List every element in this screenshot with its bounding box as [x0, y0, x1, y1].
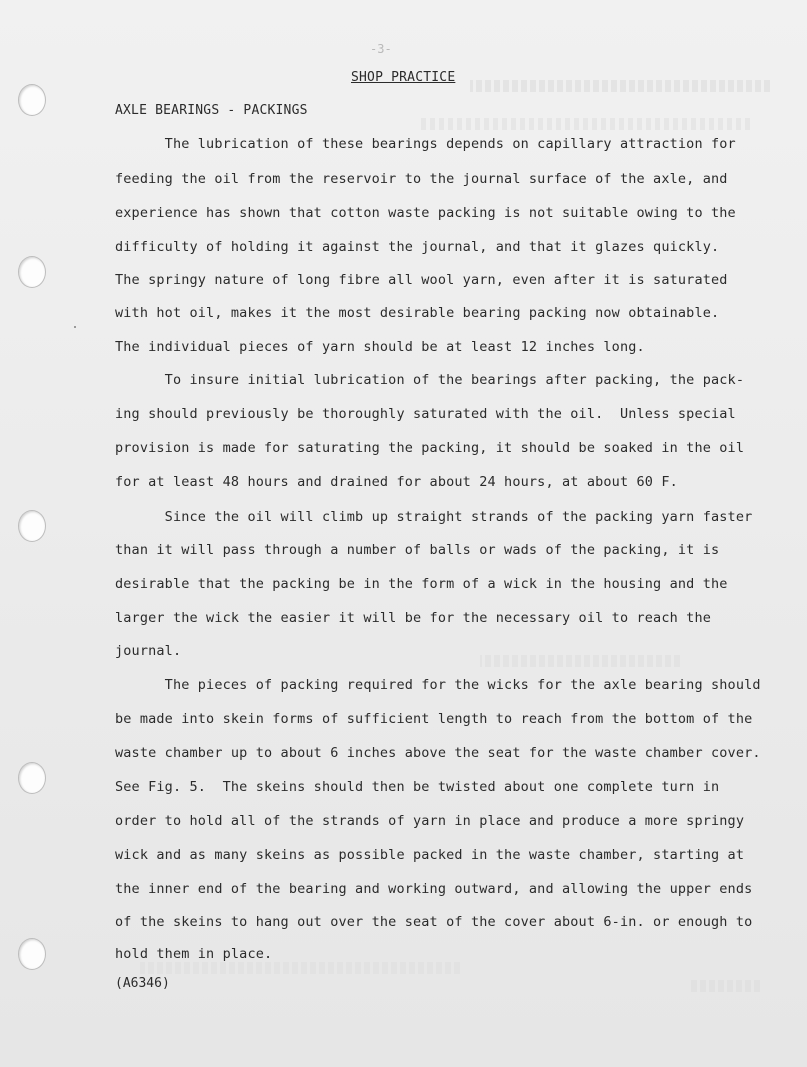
text-line: waste chamber up to about 6 inches above the seat for the waste chamber cover. [115, 745, 761, 761]
show-through-bleed [420, 118, 750, 130]
show-through-bleed [140, 962, 460, 974]
text-line: be made into skein forms of sufficient length to reach from the bottom of the [115, 711, 753, 727]
punch-hole [18, 938, 46, 970]
text-line: with hot oil, makes it the most desirable bearing packing now obtainable. [115, 305, 720, 321]
section-heading: AXLE BEARINGS - PACKINGS [115, 103, 308, 118]
text-line: larger the wick the easier it will be for the necessary oil to reach the [115, 610, 711, 626]
text-line: journal. [115, 643, 182, 659]
text-line: wick and as many skeins as possible packed in the waste chamber, starting at [115, 847, 745, 863]
show-through-bleed [480, 655, 680, 667]
text-line: feeding the oil from the reservoir to the journal surface of the axle, and [115, 171, 728, 187]
text-line: Since the oil will climb up straight strands of the packing yarn faster [115, 509, 753, 525]
text-line: See Fig. 5. The skeins should then be twisted about one complete turn in [115, 779, 720, 795]
text-line: The individual pieces of yarn should be at least 12 inches long. [115, 339, 645, 355]
reference-code: (A6346) [115, 976, 170, 991]
text-line: The lubrication of these bearings depends on capillary attraction for [115, 136, 736, 152]
punch-hole [18, 762, 46, 794]
stray-mark [74, 326, 76, 328]
punch-hole [18, 510, 46, 542]
text-line: The pieces of packing required for the wicks for the axle bearing should [115, 677, 761, 693]
document-title: SHOP PRACTICE [351, 70, 456, 85]
text-line: ing should previously be thoroughly saturated with the oil. Unless special [115, 406, 736, 422]
text-line: for at least 48 hours and drained for about 24 hours, at about 60 F. [115, 474, 678, 490]
text-line: the inner end of the bearing and working outward, and allowing the upper ends [115, 881, 753, 897]
text-line: desirable that the packing be in the form of a wick in the housing and the [115, 576, 728, 592]
show-through-bleed [690, 980, 760, 992]
text-line: experience has shown that cotton waste packing is not suitable owing to the [115, 205, 736, 221]
text-line: difficulty of holding it against the journal, and that it glazes quickly. [115, 239, 720, 255]
show-through-bleed [470, 80, 770, 92]
text-line: The springy nature of long fibre all wool yarn, even after it is saturated [115, 272, 728, 288]
text-line: than it will pass through a number of balls or wads of the packing, it is [115, 542, 720, 558]
page-number: -3- [370, 42, 392, 56]
punch-hole [18, 84, 46, 116]
text-line: of the skeins to hang out over the seat of the cover about 6-in. or enough to [115, 914, 753, 930]
text-line: hold them in place. [115, 946, 273, 962]
text-line: To insure initial lubrication of the bearings after packing, the pack- [115, 372, 745, 388]
text-line: order to hold all of the strands of yarn in place and produce a more springy [115, 813, 745, 829]
text-line: provision is made for saturating the packing, it should be soaked in the oil [115, 440, 745, 456]
punch-hole [18, 256, 46, 288]
